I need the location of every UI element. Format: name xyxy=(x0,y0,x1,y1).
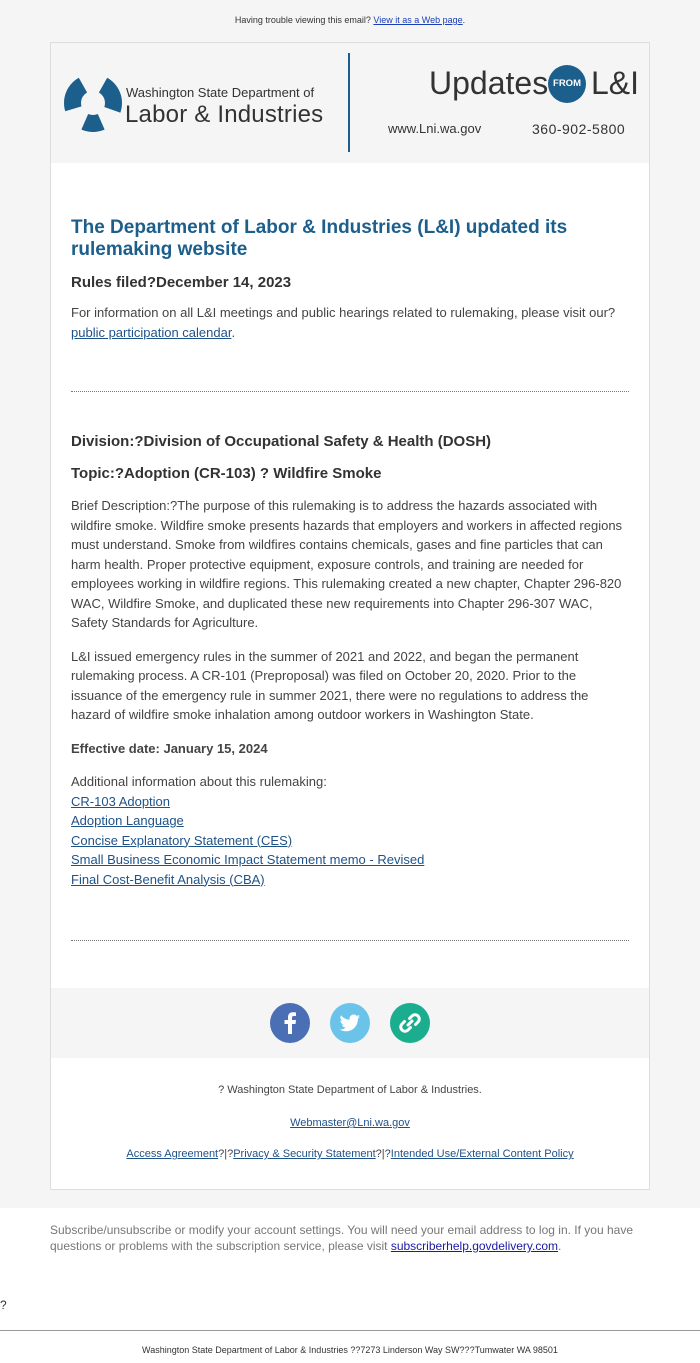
ces-link[interactable]: Concise Explanatory Statement (CES) xyxy=(71,832,293,848)
from-badge: FROM xyxy=(548,65,586,103)
email-card xyxy=(50,42,650,1190)
webmaster-email-link[interactable]: Webmaster@Lni.wa.gov xyxy=(290,1117,410,1129)
subscription-period: . xyxy=(558,1239,562,1253)
policy-separator: ?|? xyxy=(218,1148,234,1160)
phone-number: 360-902-5800 xyxy=(532,121,626,137)
webmaster-row xyxy=(51,1117,649,1129)
preheader-period: . xyxy=(462,15,466,25)
banner-divider xyxy=(348,53,350,152)
topic-heading: Topic:?Adoption (CR-103) ? Wildfire Smoke xyxy=(71,465,382,482)
cr-103-adoption-link[interactable]: CR-103 Adoption xyxy=(71,793,171,809)
view-web-page-link[interactable]: View it as a Web page xyxy=(373,15,463,25)
dept-name-line1: Washington State Department of xyxy=(126,85,315,100)
website-url: www.Lni.wa.gov xyxy=(388,121,482,136)
preheader xyxy=(0,15,700,25)
intended-use-link[interactable]: Intended Use/External Content Policy xyxy=(390,1148,574,1160)
cost-benefit-analysis-link[interactable]: Final Cost-Benefit Analysis (CBA) xyxy=(71,871,265,887)
stray-character: ? xyxy=(0,1298,7,1312)
subscriber-help-link[interactable]: subscriberhelp.govdelivery.com xyxy=(390,1239,559,1253)
preheader-text: Having trouble viewing this email? xyxy=(234,15,374,25)
mailing-address: Washington State Department of Labor & Industries ??7273 Linderson Way SW???Tumwater WA 98501 xyxy=(142,1345,558,1355)
additional-info-label: Additional information about this rulemaking: xyxy=(71,774,327,789)
info-text: For information on all L&I meetings and public hearings related to rulemaking, please visit our? xyxy=(71,305,616,320)
subscription-notice xyxy=(50,1222,650,1254)
subscription-text: Subscribe/unsubscribe or modify your account settings. You will need your email address to log in. If you have questions or problems with the subscription service, please visit xyxy=(50,1223,633,1253)
divider-1 xyxy=(71,391,629,392)
section-wildfire-smoke xyxy=(71,433,629,889)
adoption-language-link[interactable]: Adoption Language xyxy=(71,813,184,828)
facebook-icon[interactable] xyxy=(270,1003,310,1043)
rules-filed-heading: Rules filed?December 14, 2023 xyxy=(71,274,292,291)
info-paragraph xyxy=(71,303,629,342)
li-title: L&I xyxy=(591,65,640,101)
small-business-memo-link[interactable]: Small Business Economic Impact Statement memo - Revised xyxy=(71,852,425,867)
brief-description: Brief Description:?The purpose of this rulemaking is to address the hazards associated with wildfire smoke. Wildfire smoke presents hazards that employers and workers in affected regions must understand. Smoke from wildfires contains chemicals, gases and fine particles that can harm health. Proper protective equipment, exposure controls, and training are needed for employees working in wildfire regions. This rulemaking created a new chapter, Chapter 296-820 WAC, Wildfire Smoke, and duplicated these new requirements into Chapter 296-307 WAC, Safety Standards for Agriculture. xyxy=(71,498,623,630)
social-bar xyxy=(51,988,649,1058)
header-banner xyxy=(51,43,649,163)
main-heading: The Department of Labor & Industries (L&I) updated its rulemaking website xyxy=(71,217,568,260)
privacy-security-link[interactable]: Privacy & Security Statement xyxy=(233,1148,376,1160)
link-icon[interactable] xyxy=(390,1003,430,1043)
policy-links xyxy=(51,1148,649,1160)
copyright: ? Washington State Department of Labor & Industries. xyxy=(218,1084,482,1096)
division-heading: Division:?Division of Occupational Safety & Health (DOSH) xyxy=(71,433,492,450)
history-paragraph: L&I issued emergency rules in the summer of 2021 and 2022, and began the permanent rulemaking process. A CR-101 (Preproposal) was filed on October 20, 2020. Prior to the issuance of the emergency rule in summer 2021, there were no regulations to address the hazard of wildfire smoke inhalation among outdoor workers in Washington State. xyxy=(71,648,589,722)
twitter-icon[interactable] xyxy=(330,1003,370,1043)
lni-logo-icon xyxy=(63,73,123,133)
dept-name-line2: Labor & Industries xyxy=(125,101,324,128)
policy-separator: ?|? xyxy=(375,1148,391,1160)
updates-title: Updates xyxy=(429,65,549,101)
footer-rule xyxy=(0,1330,700,1331)
divider-2 xyxy=(71,940,629,941)
access-agreement-link[interactable]: Access Agreement xyxy=(126,1148,219,1160)
public-participation-calendar-link[interactable]: public participation calendar xyxy=(71,324,232,340)
section-rulemaking-update xyxy=(71,217,629,342)
resource-links xyxy=(71,792,629,890)
info-period: . xyxy=(231,324,236,340)
effective-date: Effective date: January 15, 2024 xyxy=(71,740,268,756)
